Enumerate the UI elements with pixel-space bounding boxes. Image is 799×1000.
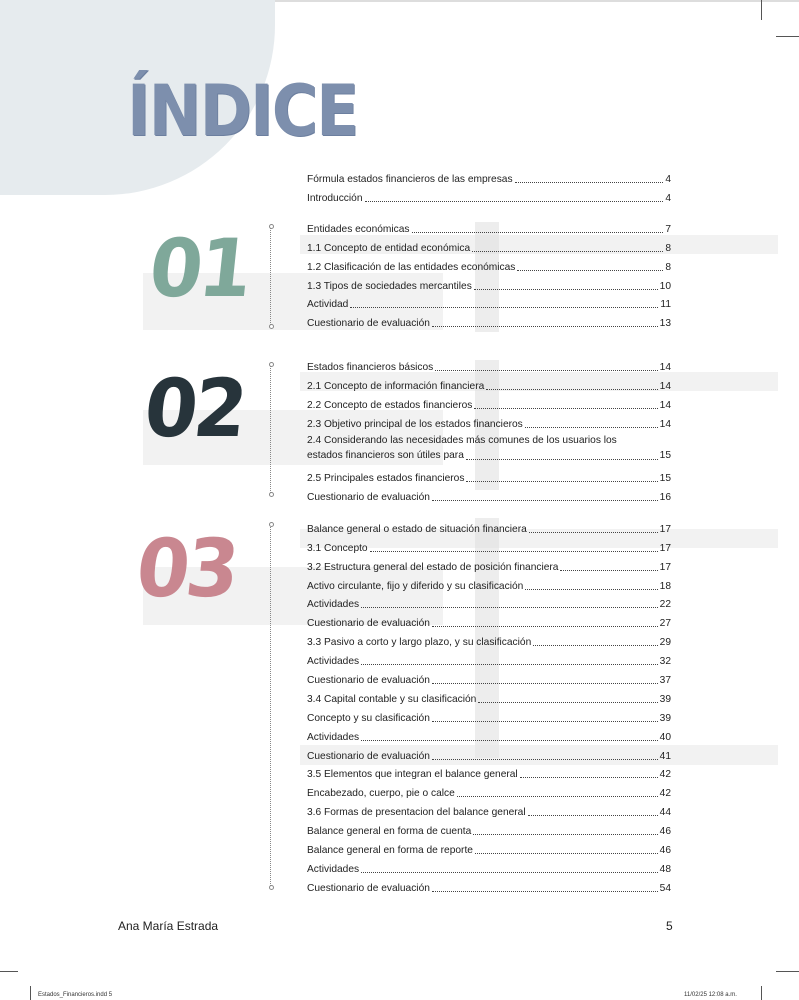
toc-entry[interactable] (307, 357, 671, 376)
crop-mark (0, 971, 18, 972)
toc-chapter-3 (307, 519, 671, 897)
leader-dots (435, 370, 657, 371)
toc-chapter-1 (307, 219, 671, 332)
toc-entry-page: 11 (660, 299, 671, 311)
toc-entry-title: 2.1 Concepto de información financiera (307, 380, 485, 392)
toc-entry[interactable] (307, 821, 671, 840)
toc-entry[interactable] (307, 276, 671, 295)
author-name: Ana María Estrada (118, 919, 219, 933)
toc-entry-page: 10 (659, 280, 671, 292)
leader-dots (473, 834, 657, 835)
toc-entry-title: Cuestionario de evaluación (307, 492, 430, 504)
toc-entry[interactable] (307, 708, 671, 727)
leader-dots (515, 182, 664, 183)
toc-entry-page: 14 (659, 399, 671, 411)
toc-entry[interactable] (307, 487, 671, 506)
toc-entry-page: 29 (659, 637, 671, 649)
leader-dots (361, 664, 658, 665)
page-number: 5 (666, 919, 673, 933)
leader-dots (432, 500, 658, 501)
toc-entry-title: Encabezado, cuerpo, pie o calce (307, 788, 455, 800)
toc-entry-title: 1.1 Concepto de entidad económica (307, 242, 471, 254)
toc-entry-title: Entidades económicas (307, 223, 410, 235)
toc-entry-title: Activo circulante, fijo y diferido y su clasificación (307, 580, 524, 592)
leader-dots (478, 702, 657, 703)
toc-entry[interactable] (307, 188, 671, 207)
leader-dots (466, 481, 657, 482)
toc-entry[interactable] (307, 219, 671, 238)
chapter-rule (270, 364, 271, 495)
toc-entry-title: 3.6 Formas de presentacion del balance general (307, 807, 526, 819)
leader-dots (528, 815, 658, 816)
toc-entry[interactable] (307, 727, 671, 746)
toc-entry[interactable] (307, 313, 671, 332)
toc-entry-page: 15 (659, 449, 671, 461)
toc-entry-title-cont: estados financieros son útiles para (307, 449, 464, 461)
toc-entry[interactable] (307, 238, 671, 257)
toc-entry-page: 15 (659, 473, 671, 485)
toc-entry-title: 3.4 Capital contable y su clasificación (307, 693, 477, 705)
crop-mark (776, 36, 799, 37)
toc-entry-page: 42 (659, 788, 671, 800)
toc-entry-title: Concepto y su clasificación (307, 712, 430, 724)
leader-dots (517, 270, 663, 271)
toc-entry-page: 8 (665, 261, 671, 273)
toc-entry[interactable] (307, 783, 671, 802)
toc-entry-title: Introducción (307, 192, 363, 204)
toc-entry-page: 17 (659, 542, 671, 554)
toc-entry-title: Estados financieros básicos (307, 361, 434, 373)
toc-entry-title: Cuestionario de evaluación (307, 318, 430, 330)
toc-entry-page: 18 (659, 580, 671, 592)
index-title: ÍNDICE (127, 70, 358, 152)
toc-entry[interactable] (307, 433, 671, 469)
toc-entry[interactable] (307, 557, 671, 576)
toc-entry[interactable] (307, 595, 671, 614)
toc-entry-title: 2.3 Objetivo principal de los estados financieros (307, 418, 523, 430)
leader-dots (466, 459, 658, 460)
chapter-number-1: 01 (145, 222, 254, 315)
toc-entry-page: 16 (659, 492, 671, 504)
toc-chapter-2 (307, 357, 671, 506)
toc-entry-title: 3.1 Concepto (307, 542, 368, 554)
toc-entry-page: 8 (665, 242, 671, 254)
leader-dots (365, 201, 664, 202)
leader-dots (432, 759, 658, 760)
chapter-rule (270, 524, 271, 888)
toc-entry-page: 27 (659, 618, 671, 630)
crop-mark (30, 986, 31, 1000)
toc-entry-title: Actividad (307, 299, 349, 311)
toc-entry-title: Fórmula estados financieros de las empresas (307, 173, 513, 185)
leader-dots (525, 427, 658, 428)
toc-entry-page: 17 (659, 523, 671, 535)
chapter-rule (270, 226, 271, 327)
leader-dots (412, 232, 664, 233)
toc-entry[interactable] (307, 376, 671, 395)
leader-dots (520, 777, 658, 778)
toc-entry[interactable] (307, 651, 671, 670)
crop-mark (761, 0, 762, 20)
toc-entry-page: 14 (659, 418, 671, 430)
toc-entry-title: Balance general en forma de reporte (307, 845, 473, 857)
toc-entry-page: 14 (659, 361, 671, 373)
leader-dots (475, 853, 658, 854)
toc-entry-title: 2.2 Concepto de estados financieros (307, 399, 473, 411)
toc-entry-title: 2.4 Considerando las necesidades más comunes de los usuarios los (307, 434, 617, 446)
leader-dots (529, 532, 658, 533)
leader-dots (361, 740, 658, 741)
toc-entry[interactable] (307, 519, 671, 538)
footer-filename: Estados_Financieros.indd 5 (38, 992, 113, 998)
toc-entry-title: Actividades (307, 731, 360, 743)
leader-dots (472, 251, 663, 252)
toc-entry[interactable] (307, 632, 671, 651)
toc-entry[interactable] (307, 802, 671, 821)
toc-entry-page: 37 (659, 675, 671, 687)
toc-entry-title: 1.2 Clasificación de las entidades económicas (307, 261, 516, 273)
toc-entry-title: Actividades (307, 656, 360, 668)
leader-dots (457, 796, 658, 797)
toc-entry-page: 22 (659, 599, 671, 611)
toc-entry-page: 39 (659, 693, 671, 705)
toc-entry[interactable] (307, 576, 671, 595)
toc-entry-title: Cuestionario de evaluación (307, 750, 430, 762)
toc-entry-page: 39 (659, 712, 671, 724)
toc-entry-page: 41 (659, 750, 671, 762)
toc-entry[interactable] (307, 538, 671, 557)
footer-date: 11/02/25 12:08 a.m. (684, 992, 737, 998)
chapter-number-3: 03 (132, 522, 241, 615)
toc-entry[interactable] (307, 613, 671, 632)
toc-entry-page: 13 (659, 318, 671, 330)
toc-entry[interactable] (307, 414, 671, 433)
toc-entry-page: 32 (659, 656, 671, 668)
leader-dots (432, 326, 658, 327)
toc-entry[interactable] (307, 878, 671, 897)
leader-dots (370, 551, 658, 552)
toc-entry-page: 14 (659, 380, 671, 392)
toc-entry-page: 44 (659, 807, 671, 819)
leader-dots (432, 683, 658, 684)
toc-entry-title: 3.2 Estructura general del estado de posición financiera (307, 561, 559, 573)
leader-dots (350, 307, 658, 308)
toc-entry-title: 3.3 Pasivo a corto y largo plazo, y su clasificación (307, 637, 532, 649)
toc-entry[interactable] (307, 840, 671, 859)
leader-dots (432, 891, 658, 892)
toc-entry-page: 4 (665, 192, 671, 204)
toc-entry-title: Actividades (307, 863, 360, 875)
toc-entry[interactable] (307, 169, 671, 188)
chapter-number-2: 02 (140, 362, 249, 455)
toc-entry-title: 1.3 Tipos de sociedades mercantiles (307, 280, 472, 292)
toc-entry[interactable] (307, 689, 671, 708)
toc-entry[interactable] (307, 859, 671, 878)
toc-entry-title: 2.5 Principales estados financieros (307, 473, 465, 485)
toc-entry-page: 46 (659, 826, 671, 838)
toc-entry[interactable] (307, 670, 671, 689)
leader-dots (474, 408, 657, 409)
toc-entry-title: Cuestionario de evaluación (307, 675, 430, 687)
toc-entry[interactable] (307, 469, 671, 488)
toc-entry[interactable] (307, 257, 671, 276)
toc-entry-title: Balance general en forma de cuenta (307, 826, 472, 838)
toc-entry-page: 42 (659, 769, 671, 781)
toc-entry[interactable] (307, 295, 671, 314)
toc-entry-title: Balance general o estado de situación financiera (307, 523, 527, 535)
toc-entry-title: Cuestionario de evaluación (307, 618, 430, 630)
toc-entry-page: 54 (659, 882, 671, 894)
leader-dots (361, 872, 658, 873)
leader-dots (432, 626, 658, 627)
toc-entry-title: Actividades (307, 599, 360, 611)
leader-dots (361, 607, 658, 608)
leader-dots (560, 570, 657, 571)
toc-entry-page: 17 (659, 561, 671, 573)
crop-mark (761, 986, 762, 1000)
toc-entry[interactable] (307, 395, 671, 414)
toc-entry-page: 40 (659, 731, 671, 743)
toc-entry-page: 48 (659, 863, 671, 875)
toc-entry[interactable] (307, 746, 671, 765)
toc-entry-title: Cuestionario de evaluación (307, 882, 430, 894)
leader-dots (432, 721, 658, 722)
leader-dots (486, 389, 657, 390)
leader-dots (525, 589, 657, 590)
toc-entry-page: 46 (659, 845, 671, 857)
crop-mark (776, 971, 799, 972)
toc-entry-title: 3.5 Elementos que integran el balance general (307, 769, 518, 781)
toc-entry[interactable] (307, 765, 671, 784)
toc-entry-page: 4 (665, 173, 671, 185)
toc-entry-page: 7 (665, 223, 671, 235)
leader-dots (533, 645, 657, 646)
leader-dots (474, 289, 658, 290)
toc-intro (307, 169, 671, 207)
